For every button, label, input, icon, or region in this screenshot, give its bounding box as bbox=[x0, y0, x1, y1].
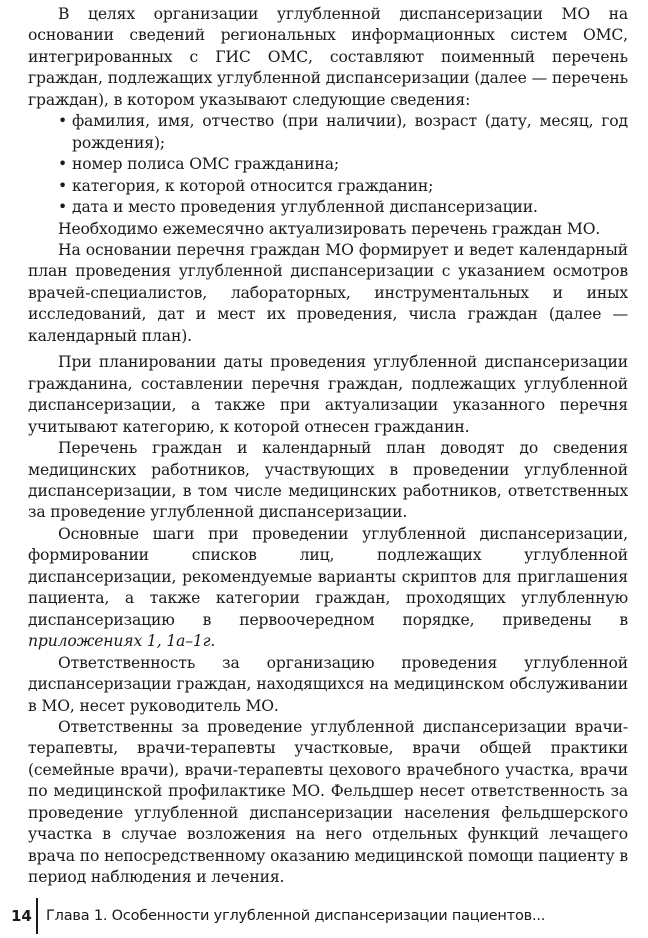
paragraph-planning: При планировании даты проведения углубленной диспансеризации гражданина, составлении перечня граждан, подлежащих углубленной диспансеризации, а также при актуализации указанного перечня учитывают категорию, к которой отнесен гражданин. bbox=[28, 353, 628, 436]
paragraph-responsible-doctors: Ответственны за проведение углубленной диспансеризации врачи-терапевты, врачи-терапевты участковые, врачи общей практики (семейные врачи), врачи-терапевты цехового врачебного участка, врачи по медицинской профилактике МО. Фельдшер несет ответственность за проведение углубленной диспансеризации населения фельдшерского участка в случае возложения на него отдельных функций лечащего врача по непосредственному оказанию медицинской помощи пациенту в период наблюдения и лечения. bbox=[28, 717, 628, 887]
list-item: • фамилия, имя, отчество (при наличии), возраст (дату, месяц, год рождения); bbox=[58, 111, 628, 154]
steps-text: Основные шаги при проведении углубленной диспансеризации, формировании списков лиц, подлежащих углубленной диспансеризации, рекомендуемые варианты скриптов для приглашения пациента, а также категории граждан, проходящих углубленную диспансеризацию в первоочередном порядке, приведены в bbox=[28, 524, 628, 629]
paragraph-calendar-plan: На основании перечня граждан МО формирует и ведет календарный план проведения углубленной диспансеризации с указанием осмотров врачей-специалистов, лабораторных, инструментальных и иных исследований, дат и мест их проведения, числа граждан (далее — календарный план). bbox=[28, 240, 628, 345]
running-title: Глава 1. Особенности углубленной диспансеризации пациентов... bbox=[46, 908, 546, 924]
paragraph-update: Необходимо ежемесячно актуализировать перечень граждан МО. bbox=[58, 219, 601, 238]
footer-divider bbox=[36, 898, 38, 934]
paragraph-steps bbox=[28, 524, 628, 653]
paragraph-intro: В целях организации углубленной диспансеризации МО на основании сведений региональных информационных систем ОМС, интегрированных с ГИС ОМС, составляют поименный перечень граждан, подлежащих углубленной диспансеризации (далее — перечень граждан), в котором указывают следующие сведения: bbox=[28, 5, 628, 109]
paragraph-responsibility-head: Ответственность за организацию проведения углубленной диспансеризации граждан, находящихся на медицинском обслуживании в МО, несет руководитель МО. bbox=[28, 653, 628, 715]
steps-end: . bbox=[210, 632, 216, 651]
info-list bbox=[28, 111, 628, 218]
paragraph-notification: Перечень граждан и календарный план доводят до сведения медицинских работников, участвующих в проведении углубленной диспансеризации, в том числе медицинских работников, ответственных за проведение углубленной диспансеризации. bbox=[28, 439, 628, 522]
list-item: • дата и место проведения углубленной диспансеризации. bbox=[58, 197, 628, 218]
list-item: • категория, к которой относится гражданин; bbox=[58, 176, 628, 197]
appendix-reference: приложениях 1, 1а–1г bbox=[28, 632, 211, 651]
list-item: • номер полиса ОМС гражданина; bbox=[58, 154, 628, 175]
body-text bbox=[28, 4, 628, 889]
page-number: 14 bbox=[11, 907, 32, 925]
page-footer bbox=[0, 895, 648, 935]
